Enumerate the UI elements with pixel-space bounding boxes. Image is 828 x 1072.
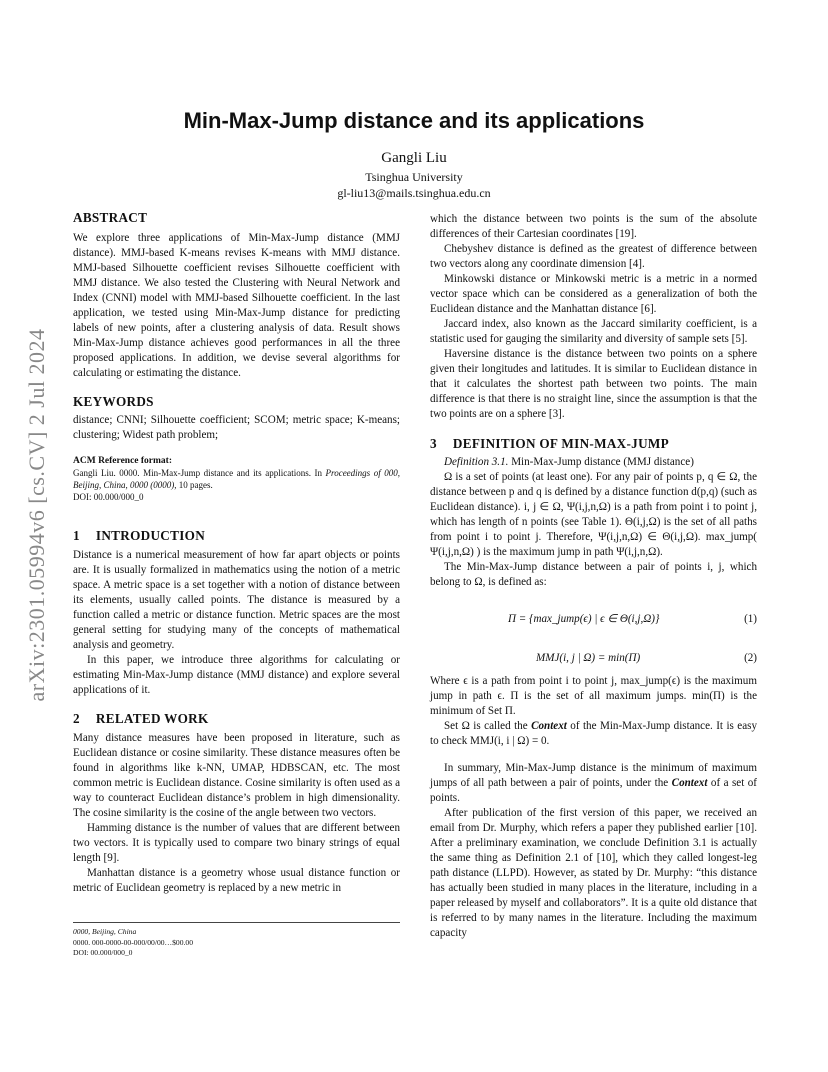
acm-ref-plain: Gangli Liu. 0000. Min-Max-Jump distance and its applications. In bbox=[73, 468, 326, 478]
acm-doi: DOI: 00.000/000_0 bbox=[73, 492, 144, 502]
text: of the Min-Max-Jump distance. It is easy to check MMJ(i, i | Ω) = 0. bbox=[430, 720, 757, 747]
paragraph: Distance is a numerical measurement of how far apart objects or points are. It is usually formalized in mathematics using the notion of a metric space. A metric space is a set together with a notion of distance between its elements, usually called points. The distance is measured by a function called a metric or distance function. Metric spaces are the most general setting for studying many of the concepts of mathematical analysis and geometry. bbox=[73, 549, 400, 651]
abstract-heading: ABSTRACT bbox=[73, 210, 148, 225]
left-column bbox=[73, 210, 400, 896]
equation-number: (2) bbox=[744, 652, 757, 664]
section-title: INTRODUCTION bbox=[95, 528, 206, 543]
section-number: 2 bbox=[73, 711, 80, 726]
paragraph: which the distance between two points is the sum of the absolute differences of their Cartesian coordinates [19]. bbox=[430, 213, 757, 240]
keywords-text: distance; CNNI; Silhouette coefficient; SCOM; metric space; K-means; clustering; Widest path problem; bbox=[73, 414, 400, 441]
section-title: RELATED WORK bbox=[95, 711, 209, 726]
paragraph: Minkowski distance or Minkowski metric is a metric in a normed vector space which can be considered as a generalization of both the Euclidean distance and the Manhattan distance [6]. bbox=[430, 273, 757, 315]
author-email: gl-liu13@mails.tsinghua.edu.cn bbox=[337, 186, 491, 200]
paragraph: After publication of the first version of this paper, we received an email from Dr. Murphy, which refers a paper they published earlier [10]. After a preliminary examination, we conclude Definition 3.1 is actually the same thing as Definition 2.1 of [10], which they called longest-leg path distance (LLPD). However, as stated by Dr. Murphy: “this distance has actually been studied in many places in the literature, including in a paper released by myself and collaborators”. It is a quite old distance that is referred to by many names in the literature. Including the maximum capacity bbox=[430, 807, 757, 939]
context-term: Context bbox=[531, 720, 567, 732]
paragraph: Manhattan distance is a geometry whose usual distance function or metric of Euclidean geometry is replaced by a new metric in bbox=[73, 867, 400, 894]
acm-reference bbox=[73, 454, 400, 503]
section-title: DEFINITION OF MIN-MAX-JUMP bbox=[452, 436, 669, 451]
footnote bbox=[73, 922, 400, 959]
context-term: Context bbox=[671, 777, 708, 789]
acm-ref-italic: Proceedings of 000, Beijing, China, 0000 (0000), bbox=[73, 468, 401, 490]
paragraph: Haversine distance is the distance between two points on a sphere given their longitudes and latitudes. It is similar to Euclidean distance in that it calculates the shortest path between two points. The main difference is that there is no straight line, since the assumption is that the two points are on a sphere [3]. bbox=[430, 348, 757, 420]
definition bbox=[430, 455, 757, 470]
equation-body: MMJ(i, j | Ω) = min(Π) bbox=[536, 652, 641, 664]
section-2-heading bbox=[73, 711, 400, 726]
paragraph: The Min-Max-Jump distance between a pair of points i, j, which belong to Ω, is defined as: bbox=[430, 561, 757, 588]
section-1-heading bbox=[73, 528, 400, 543]
paragraph bbox=[430, 761, 757, 806]
paragraph: Where ϵ is a path from point i to point j, max_jump(ϵ) is the maximum jump in path ϵ. Π is the set of all maximum jumps. min(Π) is the minimum of Set Π. bbox=[430, 675, 757, 717]
paragraph: Many distance measures have been proposed in literature, such as Euclidean distance or cosine similarity. These distance measures often be found in algorithms like k-NN, UMAP, HDBSCAN, etc. The most common metric is Euclidean distance. Cosine similarity is often used as a way to counteract Euclidean distance’s problem in high dimensionality. The cosine similarity is the cosine of the angle between two vectors. bbox=[73, 732, 400, 819]
paragraph: Hamming distance is the number of values that are different between two vectors. It is typically used to compare two binary strings of equal length [9]. bbox=[73, 822, 400, 864]
section-number: 1 bbox=[73, 528, 80, 543]
footnote-doi: DOI: 00.000/000_0 bbox=[73, 948, 133, 957]
footnote-isbn: 0000. 000-0000-00-000/00/00…$00.00 bbox=[73, 937, 194, 947]
acm-heading: ACM Reference format: bbox=[73, 456, 172, 466]
author-name: Gangli Liu bbox=[381, 150, 447, 166]
paragraph bbox=[430, 719, 757, 749]
section-number: 3 bbox=[430, 436, 437, 451]
equation-2 bbox=[430, 651, 757, 666]
abstract-text: We explore three applications of Min-Max-Jump distance (MMJ distance). MMJ-based K-means revises K-means with MMJ distance. MMJ-based Silhouette coefficient revises Silhouette coefficient with MMJ distance. We also tested the Clustering with Neural Network and Index (CNNI) model with MMJ-based Silhouette coefficient. In the last application, we tested using Min-Max-Jump distance for predicting labels of new points, after a clustering analysis of data. Result shows Min-Max-Jump distance achieves good performances in all the three proposed applications. In addition, we devise several algorithms for calculating or estimating the distance. bbox=[73, 232, 400, 379]
paragraph: Chebyshev distance is defined as the greatest of difference between two vectors along any coordinate dimension [4]. bbox=[430, 243, 757, 270]
paragraph: Ω is a set of points (at least one). For any pair of points p, q ∈ Ω, the distance between p and q is defined by a distance function d(p,q) (such as Euclidean distance). i, j ∈ Ω, Ψ(i,j,n,Ω) is a path from point i to point j, which has length of n points (see Table 1). Θ(i,j,Ω) is the set of all paths from point i to point j. Therefore, Ψ(i,j,n,Ω) ∈ Θ(i,j,Ω). max_jump( Ψ(i,j,n,Ω) ) is the maximum jump in path Ψ(i,j,n,Ω). bbox=[430, 471, 757, 558]
right-column bbox=[430, 212, 757, 941]
arxiv-stamp: arXiv:2301.05994v6 [cs.CV] 2 Jul 2024 bbox=[24, 328, 49, 702]
paper-title: Min-Max-Jump distance and its applications bbox=[183, 108, 645, 133]
text: of a set of points. bbox=[430, 777, 757, 804]
text: Set Ω is called the bbox=[444, 720, 532, 732]
text: In summary, Min-Max-Jump distance is the minimum of maximum jumps of all path between a pair of points, under the bbox=[430, 762, 757, 789]
affiliation: Tsinghua University bbox=[365, 170, 463, 184]
equation-body: Π = {max_jump(ϵ) | ϵ ∈ Θ(i,j,Ω)} bbox=[508, 613, 660, 625]
footnote-venue: 0000, Beijing, China bbox=[73, 927, 137, 936]
equation-number: (1) bbox=[744, 613, 757, 625]
keywords-heading: KEYWORDS bbox=[73, 394, 154, 409]
definition-text: Min-Max-Jump distance (MMJ distance) bbox=[511, 456, 694, 468]
paragraph: In this paper, we introduce three algorithms for calculating or estimating Min-Max-Jump distance (MMJ distance) and explore several applications of it. bbox=[73, 654, 400, 696]
definition-label: Definition 3.1. bbox=[444, 456, 509, 468]
acm-ref-end: 10 pages. bbox=[176, 480, 213, 490]
equation-1 bbox=[430, 612, 757, 627]
paragraph: Jaccard index, also known as the Jaccard similarity coefficient, is a statistic used for gauging the similarity and diversity of sample sets [5]. bbox=[430, 318, 757, 345]
section-3-heading bbox=[430, 436, 757, 451]
